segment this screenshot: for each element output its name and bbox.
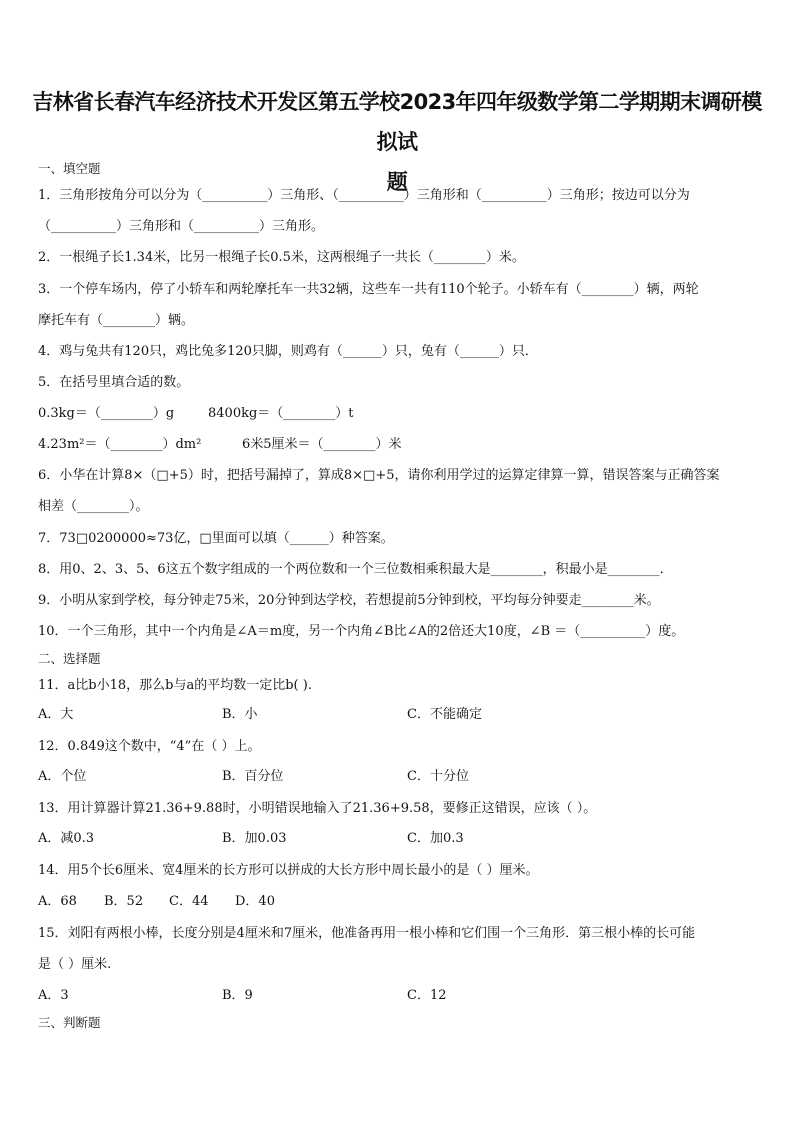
option-b: B．小 [222, 707, 258, 722]
question-13: 13．用计算器计算21.36+9.88时，小明错误地输入了21.36+9.58，要修正这错误，应该（ ）。 [38, 801, 597, 816]
option-c: C．加0.3 [407, 831, 464, 846]
option-b: B．百分位 [222, 769, 284, 784]
question-6-line-2: 相差（________）。 [38, 499, 149, 514]
title-line-2: 题 [386, 170, 408, 194]
option-b: B．加0.03 [222, 831, 287, 846]
question-7: 7．73□0200000≈73亿，□里面可以填（______）种答案。 [38, 531, 394, 546]
question-5-item-b: 8400kg＝（________）t [208, 406, 354, 421]
section-heading-fill-blank: 一、填空题 [38, 161, 101, 176]
option-c: C．十分位 [407, 769, 469, 784]
question-8: 8．用0、2、3、5、6这五个数字组成的一个两位数和一个三位数相乘积最大是________，积最小是________． [38, 562, 673, 577]
question-5: 5．在括号里填合适的数。 [38, 375, 190, 390]
exam-title [30, 82, 764, 202]
option-b: B．9 [222, 988, 253, 1003]
option-c: C．12 [407, 988, 447, 1003]
option-b: B．52 [104, 894, 144, 909]
question-1-line-1: 1．三角形按角分可以分为（__________）三角形、（__________）三角形和（__________）三角形；按边可以分为 [38, 188, 690, 203]
question-11: 11．a比b小18，那么b与a的平均数一定比b( ). [38, 678, 312, 693]
section-heading-multiple-choice: 二、选择题 [38, 651, 101, 666]
title-line-1: 吉林省长春汽车经济技术开发区第五学校2023年四年级数学第二学期期末调研模拟试 [32, 90, 762, 154]
question-5-item-a: 0.3kg＝（________）g [38, 406, 175, 421]
question-5-item-c: 4.23m²＝（________）dm² [38, 437, 202, 452]
section-heading-true-false: 三、判断题 [38, 1015, 101, 1030]
question-15-line-1: 15．刘阳有两根小棒，长度分别是4厘米和7厘米，他准备再用一根小棒和它们围一个三角形．第三根小棒的长可能 [38, 926, 696, 941]
option-d: D．40 [235, 894, 275, 909]
question-9: 9．小明从家到学校，每分钟走75米，20分钟到达学校，若想提前5分钟到校，平均每分钟要走________米。 [38, 593, 660, 608]
option-a: A．68 [38, 894, 77, 909]
question-4: 4．鸡与兔共有120只，鸡比兔多120只脚，则鸡有（______）只，兔有（______）只． [38, 344, 538, 359]
question-3-line-2: 摩托车有（________）辆。 [38, 313, 195, 328]
question-12: 12．0.849这个数中，“4”在（ ）上。 [38, 739, 261, 754]
option-a: A．大 [38, 707, 74, 722]
question-15-line-2: 是（ ）厘米. [38, 957, 112, 972]
option-c: C．44 [169, 894, 209, 909]
question-1-line-2: （__________）三角形和（__________）三角形。 [38, 219, 325, 234]
option-a: A．个位 [38, 769, 87, 784]
question-2: 2．一根绳子长1.34米，比另一根绳子长0.5米，这两根绳子一共长（________）米。 [38, 250, 525, 265]
option-a: A．3 [38, 988, 69, 1003]
question-10: 10．一个三角形，其中一个内角是∠A＝m度，另一个内角∠B比∠A的2倍还大10度，∠B ＝（__________）度。 [38, 624, 685, 639]
question-6-line-1: 6．小华在计算8×（□+5）时，把括号漏掉了，算成8×□+5，请你利用学过的运算定律算一算，错误答案与正确答案 [38, 468, 720, 483]
option-a: A．减0.3 [38, 831, 95, 846]
question-14: 14．用5个长6厘米、宽4厘米的长方形可以拼成的大长方形中周长最小的是（ ）厘米。 [38, 863, 539, 878]
question-3-line-1: 3．一个停车场内，停了小轿车和两轮摩托车一共32辆，这些车一共有110个轮子。小轿车有（________）辆，两轮 [38, 282, 699, 297]
question-5-item-d: 6米5厘米＝（________）米 [242, 437, 402, 452]
option-c: C．不能确定 [407, 707, 482, 722]
